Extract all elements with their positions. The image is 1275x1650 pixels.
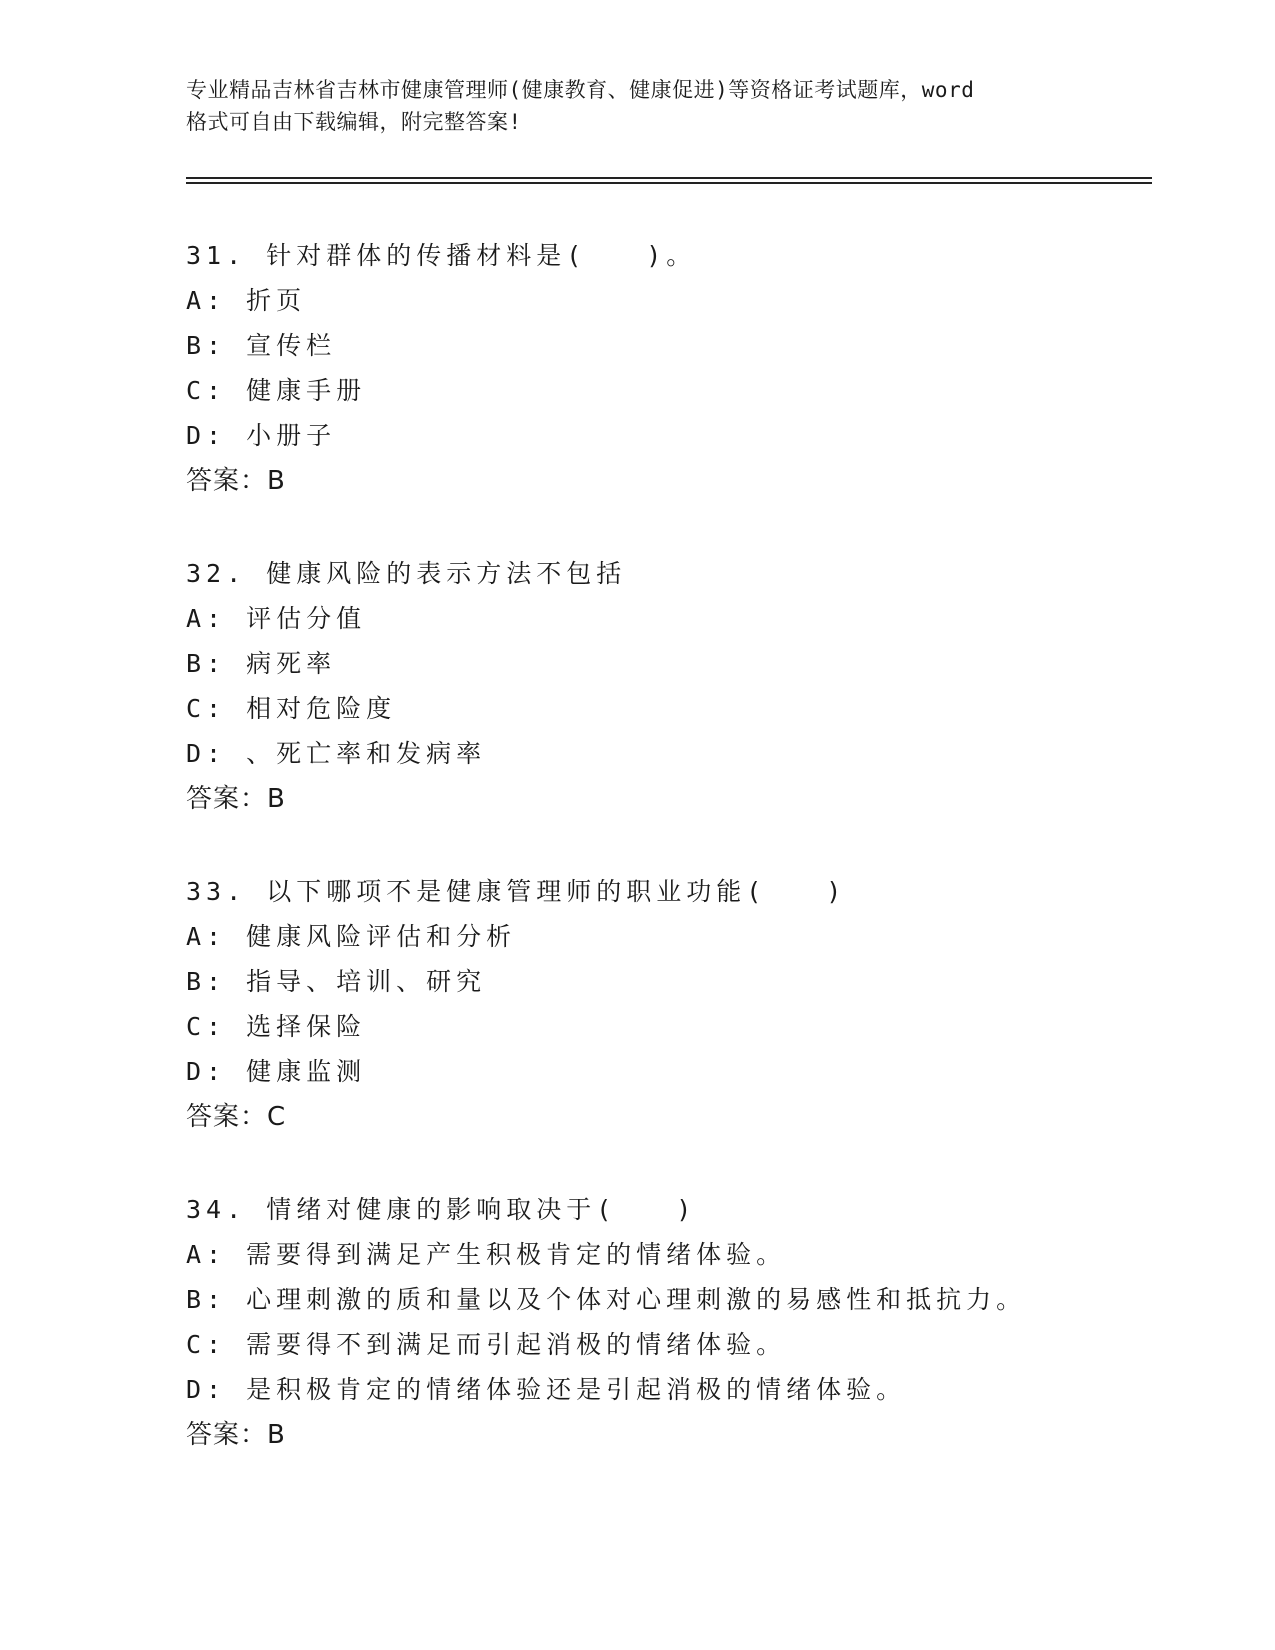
header-line-1: 专业精品吉林省吉林市健康管理师(健康教育、健康促进)等资格证考试题库，word [186,78,975,102]
answer-line: 答案：B [186,466,286,496]
option-a: A: 健康风险评估和分析 [186,922,517,951]
option-d: D: 是积极肯定的情绪体验还是引起消极的情绪体验。 [186,1375,907,1404]
option-b: B: 病死率 [186,649,337,678]
option-b: B: 心理刺激的质和量以及个体对心理刺激的易感性和抵抗力。 [186,1285,1027,1314]
option-c: C: 健康手册 [186,376,367,405]
question-stem: 31. 针对群体的传播材料是( )。 [186,241,697,270]
option-d: D: 小册子 [186,421,337,450]
answer-line: 答案：B [186,1420,286,1450]
option-b: B: 指导、培训、研究 [186,967,487,996]
option-b: B: 宣传栏 [186,331,337,360]
question-stem: 32. 健康风险的表示方法不包括 [186,559,627,588]
answer-line: 答案：C [186,1102,287,1132]
document-header [186,74,1086,138]
option-a: A: 评估分值 [186,604,367,633]
option-c: C: 需要得不到满足而引起消极的情绪体验。 [186,1330,787,1359]
header-divider-top [186,177,1152,179]
option-a: A: 需要得到满足产生积极肯定的情绪体验。 [186,1240,787,1269]
question-stem: 33. 以下哪项不是健康管理师的职业功能( ) [186,877,847,906]
option-c: C: 相对危险度 [186,694,397,723]
option-d: D: 、死亡率和发病率 [186,739,487,768]
option-c: C: 选择保险 [186,1012,367,1041]
option-a: A: 折页 [186,286,307,315]
question-stem: 34. 情绪对健康的影响取决于( ) [186,1195,697,1224]
header-divider-bottom [186,182,1152,184]
answer-line: 答案：B [186,784,286,814]
header-line-2: 格式可自由下载编辑，附完整答案! [186,110,522,134]
option-d: D: 健康监测 [186,1057,367,1086]
